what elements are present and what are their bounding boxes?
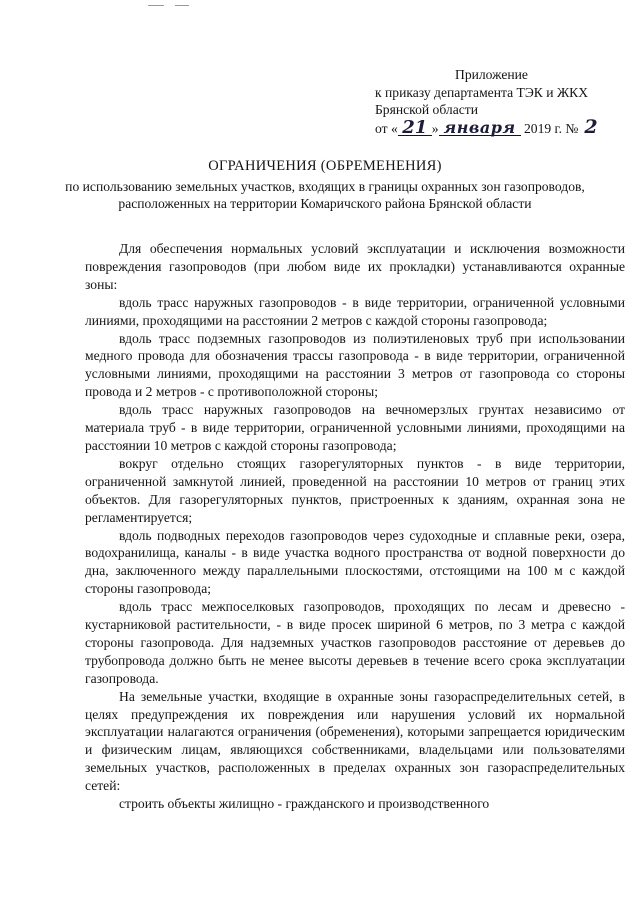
document-title: ОГРАНИЧЕНИЯ (ОБРЕМЕНЕНИЯ) xyxy=(208,158,442,174)
body-paragraph: вдоль трасс подземных газопроводов из полиэтиленовых труб при использовании медного провода для обозначения трассы газопровода - в виде территории, ограниченной условными линиями, проходящими на расстоянии 3 метров от газопровода со стороны провода и 2 метров - с противоположной стороны; xyxy=(85,330,625,400)
scan-artifact-mark xyxy=(175,5,189,6)
body-paragraph: вдоль трасс наружных газопроводов - в виде территории, ограниченной условными линиями, проходящими на расстоянии 2 метров с каждой стороны газопровода; xyxy=(85,294,625,328)
body-paragraph: строить объекты жилищно - гражданского и производственного xyxy=(119,796,490,812)
appendix-order-ref: к приказу департамента ТЭК и ЖКХ xyxy=(375,84,589,100)
date-day-handwritten: 21 xyxy=(398,120,432,136)
date-prefix: от « xyxy=(375,120,398,136)
appendix-region: Брянской области xyxy=(375,102,478,117)
body-paragraph: На земельные участки, входящие в охранные зоны газораспределительных сетей, в целях предупреждения их повреждения или нарушения условий их нормальной эксплуатации налагаются ограничения (обременения), которыми запрещается юридическим и физическим лицам, являющихся собственниками, владельцами или пользователями земельных участков, расположенных в пределах охранных зон газораспределительных сетей: xyxy=(85,688,625,794)
document-title-block xyxy=(60,158,590,213)
scan-artifact-mark xyxy=(148,5,164,6)
date-month-handwritten: января xyxy=(439,120,521,136)
appendix-label: Приложение xyxy=(455,67,528,82)
date-year: 2019 г. № xyxy=(523,120,579,136)
body-paragraph: вдоль подводных переходов газопроводов через судоходные и сплавные реки, озера, водохранилища, каналы - в виде участка водного пространства от водной поверхности до дна, заключенного между параллельными плоскостями, отстоящими на 100 м с каждой стороны газопровода; xyxy=(85,527,625,597)
document-subtitle: по использованию земельных участков, входящих в границы охранных зон газопроводов, расположенных на территории Комаричского района Брянской области xyxy=(65,178,585,211)
appendix-header xyxy=(375,66,625,137)
body-paragraph: вокруг отдельно стоящих газорегуляторных пунктов - в виде территории, ограниченной замкнутой линией, проведенной на расстоянии 10 метров от границ этих объектов. Для газорегуляторных пунктов, пристроенных к зданиям, охранная зона не регламентируется; xyxy=(85,455,625,525)
document-body xyxy=(85,240,625,813)
body-paragraph: вдоль трасс межпоселковых газопроводов, проходящих по лесам и древесно - кустарниковой растительности, - в виде просек шириной 6 метров, по 3 метра с каждой стороны газопровода. Для надземных участков газопроводов расстояние от деревьев до трубопровода должно быть не менее высоты деревьев в течение всего срока эксплуатации газопровода. xyxy=(85,599,625,686)
body-paragraph: Для обеспечения нормальных условий эксплуатации и исключения возможности повреждения газопроводов (при любом виде их прокладки) устанавливаются охранные зоны: xyxy=(85,241,625,292)
appendix-date-line xyxy=(375,115,625,138)
body-paragraph: вдоль трасс наружных газопроводов на вечномерзлых грунтах независимо от материала труб - в виде территории, ограниченной условными линиями, проходящими на расстоянии 10 метров с каждой стороны газопровода; xyxy=(85,402,625,453)
order-number-handwritten: 2 xyxy=(584,115,598,138)
date-quote-close: » xyxy=(431,120,439,136)
